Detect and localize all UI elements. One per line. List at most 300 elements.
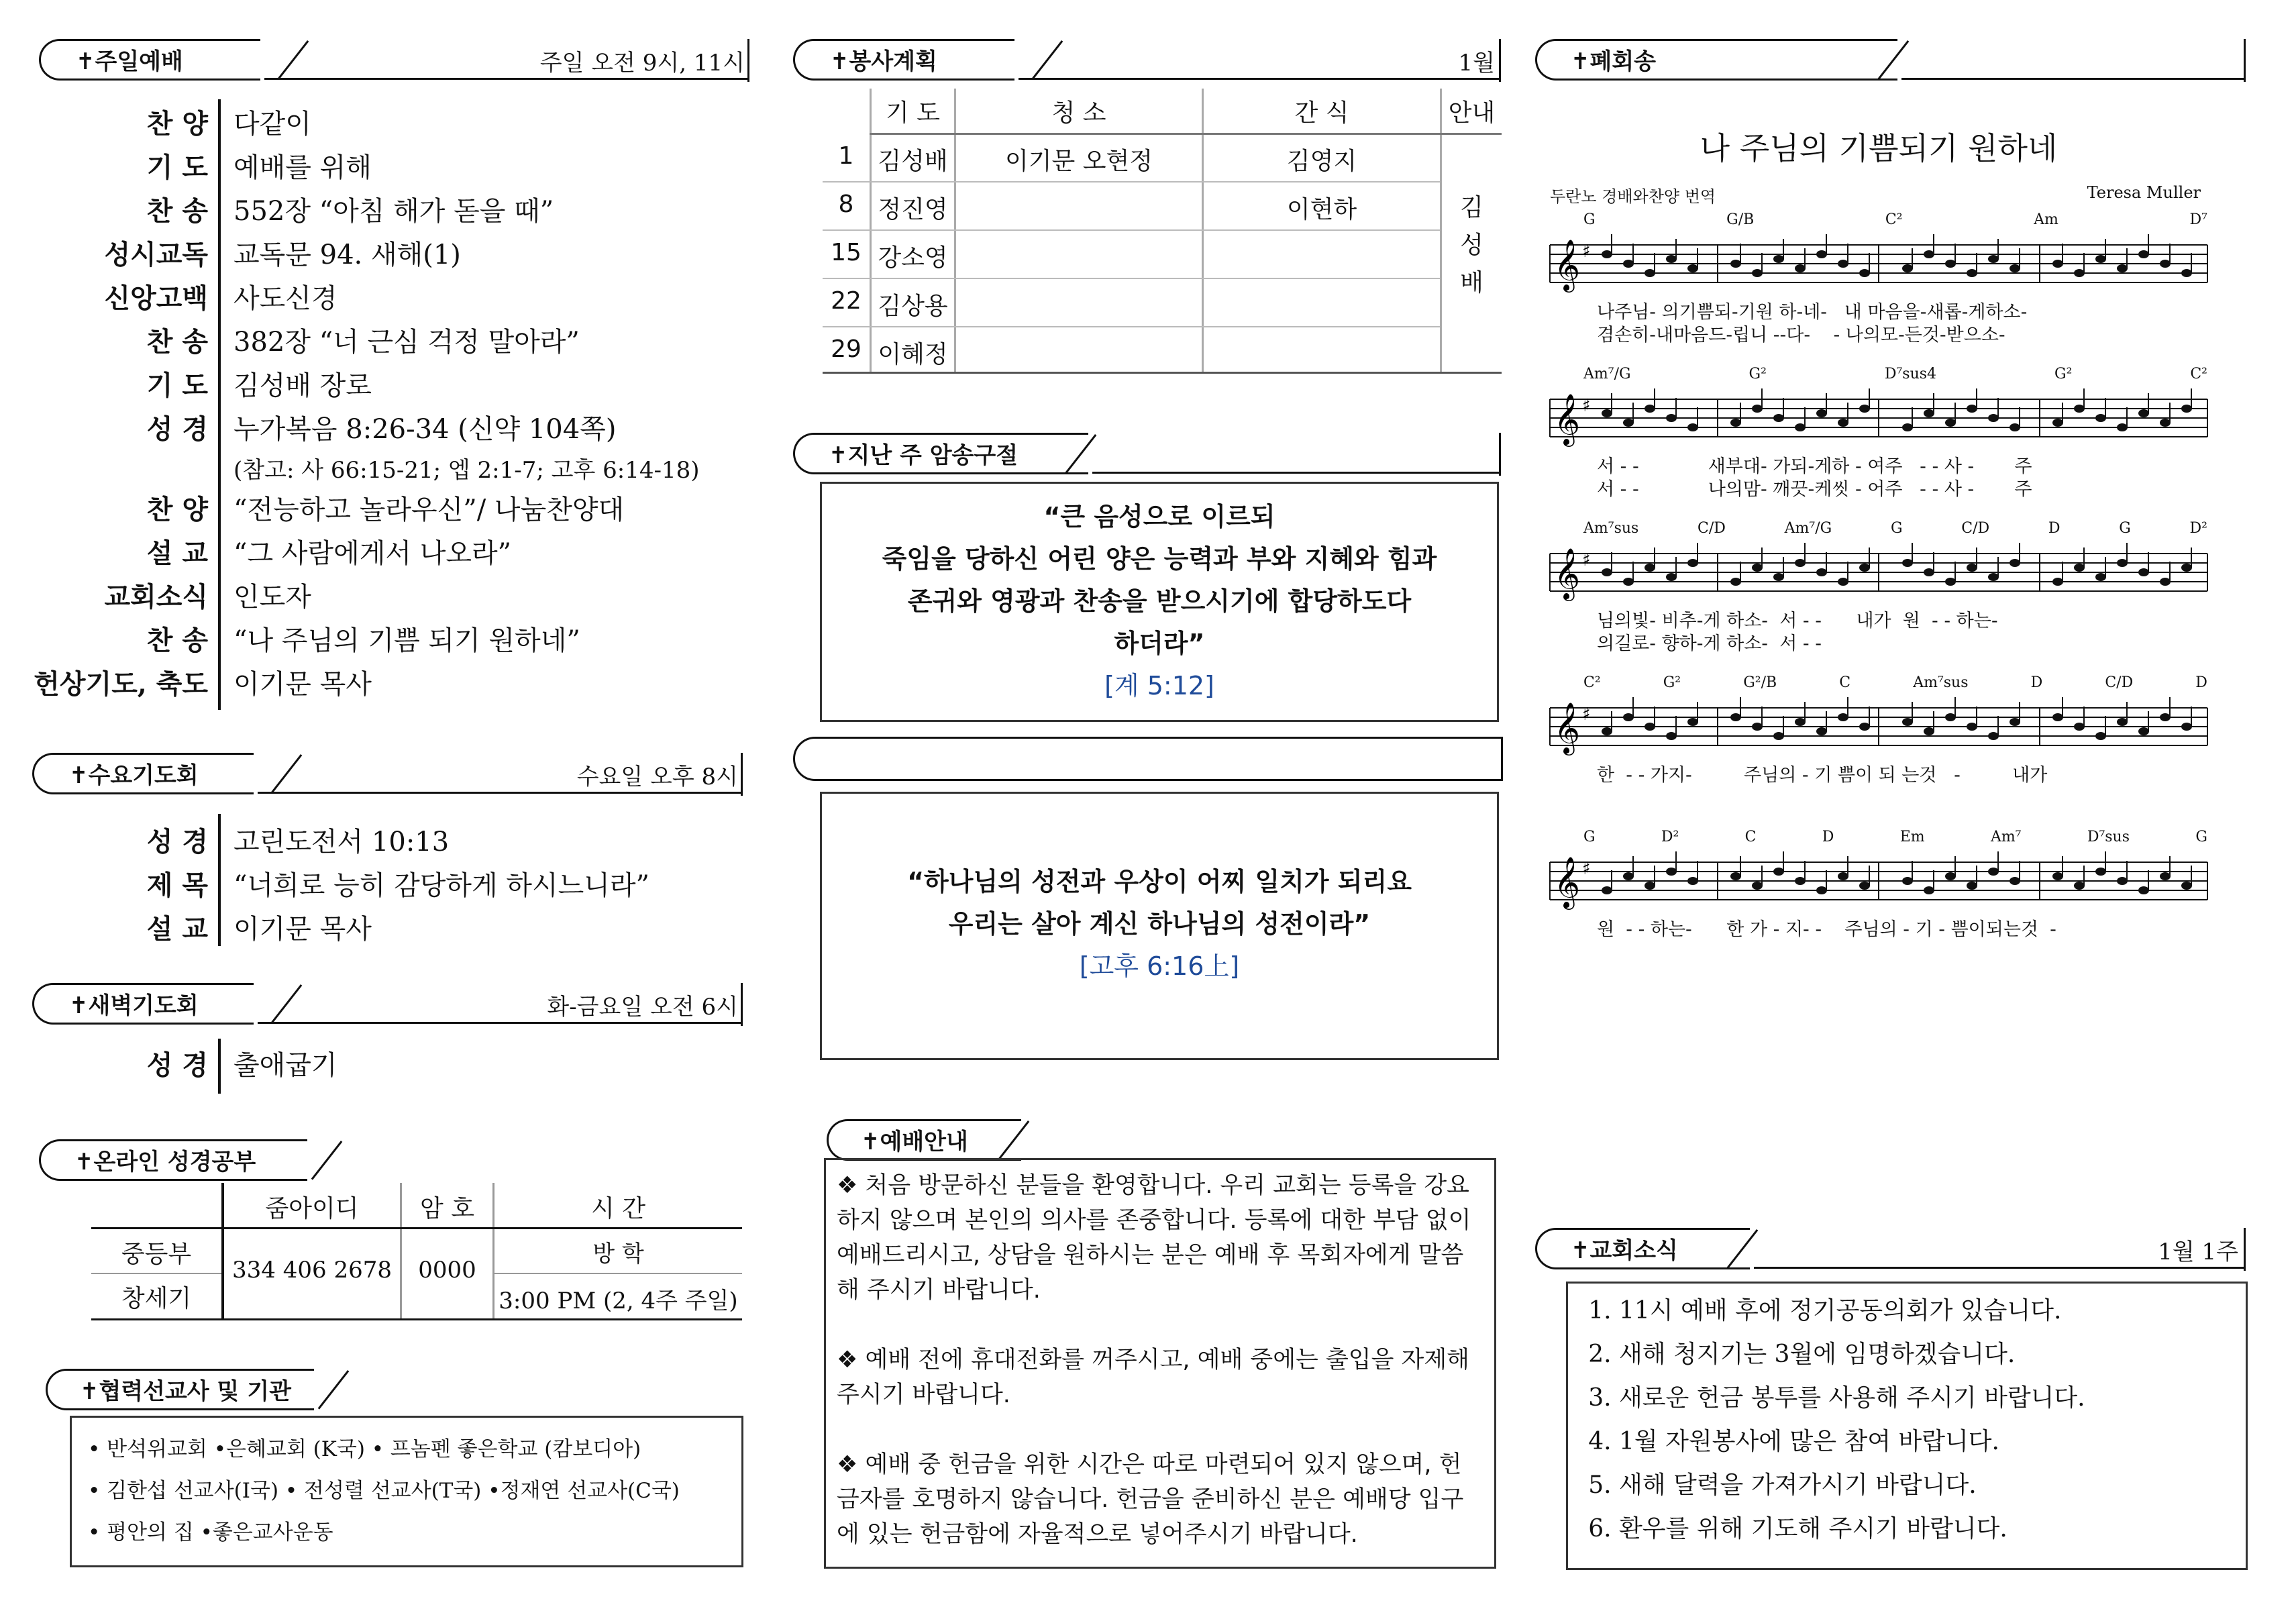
note-head [1859,882,1870,890]
online-title: ✝온라인 성경공부 [39,1139,307,1181]
note-head [1795,264,1806,272]
order-label: 제 목 [146,870,208,901]
missions-header [46,1369,758,1413]
lyric-line-2: 겸손히-내마음드-립니 --다- - 나의모-든것-받으소- [1597,325,2005,346]
order-row [0,403,738,446]
note-head [2138,727,2149,735]
note-head [1773,573,1784,581]
chord-symbol: D² [2189,520,2207,537]
note-head [2181,564,2192,572]
chord-symbol: G² [1663,674,1681,691]
service-header [793,39,1503,83]
order-label: 찬 송 [146,326,208,358]
order-value: 다같이 [233,109,311,140]
service-guide-1: 김 [1460,194,1483,221]
online-header-password: 암 호 [420,1195,474,1222]
note-head [1902,423,1913,431]
online-zoom-id: 334 406 2678 [232,1257,392,1284]
music-staff [1543,540,2214,607]
memory-box [820,482,1499,722]
news-item: 6. 환우를 위해 기도해 주시기 바랍니다. [1619,1507,2238,1551]
note-head [1945,260,1956,268]
order-row [0,315,738,359]
chord-symbol: C/D [1698,520,1726,537]
note-head [1623,578,1634,586]
note-head [1602,409,1612,417]
order-label: 설 교 [146,913,208,945]
order-value: 김성배 장로 [233,370,372,401]
chord-symbol: Am⁷ [1990,829,2022,845]
note-head [1687,877,1698,885]
note-head [1945,578,1956,586]
order-label: 찬 양 [146,108,208,140]
note-head [2010,559,2020,567]
note-head [1602,886,1612,894]
note-head [1816,409,1827,417]
chord-symbol: Em [1899,829,1925,845]
note-head [1988,414,1999,422]
note-head [2117,718,2128,726]
note-head [2160,419,2171,427]
note-head [1666,868,1677,876]
music-staff [1543,386,2214,453]
order-value: 382장 “너 근심 걱정 말아라” [233,327,580,358]
treble-clef-icon: 𝄞 [1554,702,1581,753]
chord-symbol: Am⁷/G [1583,366,1631,382]
wednesday-header [32,753,745,797]
music-staff [1543,231,2214,299]
note-head [1902,264,1913,272]
note-head [2010,423,2020,431]
order-value: 인도자 [233,582,311,613]
memory-header [793,433,1503,477]
order-label: 신앙고백 [104,282,208,314]
chord-symbol: G² [2054,366,2073,382]
lyric-line-1: 님의빛- 비추-게 하소- 서 - - 내가 원 - - 하는- [1597,611,1998,631]
chord-symbol: G [2195,829,2207,845]
note-head [1838,578,1848,586]
note-head [1988,732,1999,740]
note-head [2160,260,2171,268]
missions-line-2: • 김한섭 선교사(I국) • 전성렬 선교사(T국) •정재연 선교사(C국) [88,1479,680,1503]
lyric-line-1: 서 - - 새부대- 가되-게하 - 여주 - - 사 - 주 [1597,456,2032,477]
chord-symbol: D [2030,674,2043,691]
sharp-icon: ♯ [1582,859,1591,879]
note-head [1645,564,1655,572]
note-head [1645,405,1655,413]
chord-symbol: C/D [1961,520,1990,537]
guide-box [824,1158,1496,1569]
note-head [2095,732,2106,740]
missions-line-3: • 평안의 집 •좋은교사운동 [88,1520,333,1545]
chord-symbol: D⁷sus [2087,829,2130,845]
note-head [1967,723,1977,731]
note-head [1945,419,1956,427]
chord-symbol: G² [1749,366,1767,382]
order-label: 찬 양 [146,494,208,525]
order-row [0,483,738,527]
missions-box [70,1416,743,1567]
note-head [1687,718,1698,726]
order-value: 552장 “아침 해가 돋을 때” [233,196,554,227]
note-head [1602,250,1612,258]
memory2-box [820,792,1499,1060]
service-table [823,89,1502,374]
guide-para-2: ❖ 예배 전에 휴대전화를 꺼주시고, 예배 중에는 출입을 자제해 주시기 바랍니다. [837,1347,1469,1408]
note-head [1602,568,1612,576]
chord-symbol: G²/B [1743,674,1777,691]
note-head [1645,723,1655,731]
note-head [1752,564,1763,572]
chord-row [1583,211,2207,228]
service-clean: 이기문 오현정 [1004,148,1153,175]
sunday-time: 주일 오전 9시, 11시 [539,50,745,76]
sunday-header [39,39,751,83]
sharp-icon: ♯ [1582,396,1591,416]
memory-ref: [계 5:12] [1104,671,1214,700]
treble-clef-icon: 𝄞 [1554,239,1581,291]
memory2-header [793,737,1503,781]
service-day: 15 [831,239,862,266]
service-day: 22 [831,287,862,315]
note-head [2117,423,2128,431]
guide-title: ✝예배안내 [827,1119,1021,1161]
note-head [1773,868,1784,876]
note-head [1687,559,1698,567]
order-value: 교독문 94. 새해(1) [233,240,461,270]
note-head [1773,255,1784,263]
note-head [1795,718,1806,726]
service-header-guide: 안내 [1448,99,1496,127]
order-label: 찬 송 [146,195,208,227]
lyric-line-2: 서 - - 나의맘- 깨끗-케씻 - 어주 - - 사 - 주 [1597,479,2032,500]
dawn-time: 화-금요일 오전 6시 [547,994,738,1021]
note-head [1752,405,1763,413]
order-row [0,658,738,701]
order-value: “그 사람에게서 나오라” [233,538,512,569]
note-head [1666,255,1677,263]
news-box [1566,1282,2248,1570]
note-head [1988,573,1999,581]
lyric-line-1: 한 - - 가지- 주님의 - 기 쁨이 되 는것 - 내가 [1597,765,2048,786]
note-head [1645,269,1655,277]
order-label: 성 경 [146,826,208,857]
service-header-clean: 청 소 [1051,99,1106,127]
note-head [1838,713,1848,721]
chord-row [1583,674,2207,691]
note-head [1816,568,1827,576]
order-row [0,570,738,614]
order-label: 성 경 [146,1049,208,1081]
note-head [1859,405,1870,413]
order-label: 찬 송 [146,625,208,656]
note-head [1730,419,1741,427]
note-head [1623,872,1634,880]
note-head [2010,877,2020,885]
note-head [1602,727,1612,735]
note-head [1967,564,1977,572]
order-row [0,141,738,185]
note-head [2181,882,2192,890]
song-title: 나 주님의 기쁨되기 원하네 [1700,130,2058,166]
note-head [2074,269,2085,277]
order-value: 예배를 위해 [233,152,372,183]
note-head [1902,718,1913,726]
note-head [1838,260,1848,268]
note-head [2095,255,2106,263]
treble-clef-icon: 𝄞 [1554,547,1581,599]
lyric-line-2: 의길로- 향하-게 하소- 서 - - [1597,633,1822,654]
chord-symbol: C² [1583,674,1601,691]
memory-verse-2: 죽임을 당하신 어린 양은 능력과 부와 지혜와 힘과 [882,544,1437,574]
note-head [2095,868,2106,876]
sharp-icon: ♯ [1582,550,1591,570]
order-row [0,859,738,902]
service-day: 29 [831,335,862,363]
note-head [2052,713,2063,721]
service-day: 1 [838,142,854,170]
news-week: 1월 1주 [2158,1239,2238,1265]
chord-symbol: D² [1661,829,1679,845]
order-label: 교회소식 [104,581,208,613]
note-head [1924,886,1934,894]
online-time-2: 3:00 PM (2, 4주 주일) [499,1288,738,1314]
order-row [0,614,738,658]
online-password: 0000 [418,1257,476,1284]
order-row [0,228,738,272]
service-snack: 김영지 [1286,148,1357,175]
note-head [1623,260,1634,268]
memory-verse-4: 하더라” [1114,629,1205,658]
note-head [1730,260,1741,268]
service-month: 1월 [1458,50,1495,76]
chord-symbol: G/B [1726,211,1755,228]
note-head [2052,872,2063,880]
chord-symbol: C² [1885,211,1903,228]
chord-row [1583,829,2207,845]
closing-title: ✝폐회송 [1535,39,1897,81]
note-head [2138,409,2149,417]
song-composer: Teresa Muller [2087,183,2201,202]
closing-header [1535,39,2246,83]
service-snack: 이현하 [1286,196,1357,223]
note-head [1730,578,1741,586]
treble-clef-icon: 𝄞 [1554,393,1581,445]
note-head [2138,250,2149,258]
note-head [2052,578,2063,586]
dawn-title: ✝새벽기도회 [32,983,254,1025]
note-head [2160,872,2171,880]
memory2-verse-1: “하나님의 성전과 우상이 어찌 일치가 되리요 [907,867,1412,896]
chord-row [1583,520,2207,537]
sharp-icon: ♯ [1582,242,1591,262]
memory2-verse-2: 우리는 살아 계신 하나님의 성전이라” [948,909,1371,939]
note-head [1967,405,1977,413]
guide-para-1: ❖ 처음 방문하신 분들을 환영합니다. 우리 교회는 등록을 강요하지 않으며 본인의 의사를 존중합니다. 등록에 대한 부담 없이 예배드리시고, 상담을 원하시는 분은 예배 후 목회자에게 말씀해 주시기 바랍니다. [837,1172,1471,1304]
note-head [2160,578,2171,586]
news-item: 3. 새로운 헌금 봉투를 사용해 주시기 바랍니다. [1619,1376,2238,1420]
memory-title: ✝지난 주 암송구절 [793,433,1088,474]
note-head [2074,405,2085,413]
note-head [1645,882,1655,890]
note-head [1924,727,1934,735]
news-item: 4. 1월 자원봉사에 많은 참여 바랍니다. [1619,1420,2238,1463]
dawn-order [0,1039,738,1082]
note-head [2181,723,2192,731]
note-head [1924,250,1934,258]
chord-symbol: C/D [2105,674,2134,691]
note-head [1859,564,1870,572]
note-head [2117,559,2128,567]
memory-verse-1: “큰 음성으로 이르되 [1043,502,1275,531]
service-prayer: 김성배 [878,148,948,175]
service-guide-2: 성 [1460,231,1483,259]
note-head [1924,409,1934,417]
wednesday-title: ✝수요기도회 [32,753,254,794]
news-list [1576,1289,2238,1551]
note-head [1967,882,1977,890]
song-translator: 두란노 경배와찬양 번역 [1550,187,1716,206]
order-value: 이기문 목사 [233,669,372,700]
note-head [1838,419,1848,427]
memory2-ref: [고후 6:16上] [1079,951,1240,981]
note-head [2117,877,2128,885]
note-head [1902,877,1913,885]
order-value: (참고: 사 66:15-21; 엡 2:1-7; 고후 6:14-18) [233,457,700,484]
news-item: 2. 새해 청지기는 3월에 임명하겠습니다. [1619,1333,2238,1376]
note-head [1924,568,1934,576]
note-head [2074,882,2085,890]
service-day: 8 [838,191,854,218]
note-head [1752,269,1763,277]
chord-symbol: D [2048,520,2060,537]
note-head [1666,414,1677,422]
note-head [1773,414,1784,422]
news-title: ✝교회소식 [1535,1228,1750,1269]
note-head [1730,713,1741,721]
note-head [2074,564,2085,572]
chord-symbol: D⁷sus4 [1884,366,1937,382]
note-head [1795,559,1806,567]
order-value: “전능하고 놀라우신”/ 나눔찬양대 [233,494,625,525]
order-row [0,902,738,946]
order-row [0,359,738,403]
chord-symbol: Am⁷/G [1784,520,1832,537]
note-head [2095,573,2106,581]
note-head [1816,886,1827,894]
note-head [1752,723,1763,731]
sheet-music [1543,124,2214,940]
chord-symbol: Am [2034,211,2058,228]
guide-header [827,1119,1498,1163]
order-label: 기 도 [146,370,208,401]
note-head [2052,419,2063,427]
chord-symbol: D [2195,674,2207,691]
note-head [1859,269,1870,277]
note-head [1687,264,1698,272]
memory-verse-3: 존귀와 영광과 찬송을 받으시기에 합당하도다 [907,586,1412,616]
note-head [1623,713,1634,721]
chord-symbol: Am⁷sus [1583,520,1639,537]
chord-symbol: C [1839,674,1851,691]
note-head [1859,723,1870,731]
chord-symbol: D [1822,829,1834,845]
order-row [0,815,738,859]
note-head [2181,405,2192,413]
order-row [0,527,738,570]
order-row [0,272,738,315]
order-value: 누가복음 8:26-34 (신약 104쪽) [233,414,617,445]
note-head [2138,886,2149,894]
note-head [1988,868,1999,876]
online-time-1: 방 학 [592,1241,644,1267]
guide-para-3: ❖ 예배 중 헌금을 위한 시간은 따로 마련되어 있지 않으며, 헌금자를 호명하지 않습니다. 헌금을 준비하신 분은 예배당 입구에 있는 헌금함에 자율적으로 넣어주시기 바랍니다. [837,1451,1464,1548]
note-head [1752,882,1763,890]
news-item: 5. 새해 달력을 가져가시기 바랍니다. [1619,1463,2238,1507]
note-head [1666,573,1677,581]
note-head [1795,877,1806,885]
chord-row [1583,366,2207,382]
note-head [2181,269,2192,277]
note-head [1816,727,1827,735]
note-head [2074,723,2085,731]
note-head [1816,250,1827,258]
note-head [1838,872,1848,880]
chord-symbol: C² [2190,366,2207,382]
online-header [39,1139,751,1184]
service-header-prayer: 기 도 [886,99,940,127]
chord-symbol: Am⁷sus [1913,674,1969,691]
note-head [1687,423,1698,431]
order-label: 성시교독 [104,239,208,270]
news-header [1535,1228,2246,1272]
note-head [1902,559,1913,567]
online-row-label-2: 창세기 [121,1285,192,1312]
note-head [1730,872,1741,880]
order-label: 헌상기도, 축도 [34,668,208,700]
order-row [0,97,738,141]
service-prayer: 정진영 [878,196,948,223]
order-value: “나 주님의 기쁨 되기 원하네” [233,625,580,656]
note-head [1967,269,1977,277]
note-head [2117,264,2128,272]
note-head [2052,260,2063,268]
music-staff [1543,694,2214,762]
order-row [0,446,738,483]
service-prayer: 김상용 [878,293,948,320]
online-header-time: 시 간 [591,1195,645,1222]
wednesday-order [0,815,738,946]
note-head [1988,255,1999,263]
chord-symbol: G [2119,520,2131,537]
chord-symbol: G [1583,829,1596,845]
service-header-snack: 간 식 [1294,99,1349,127]
note-head [2138,568,2149,576]
note-head [1795,423,1806,431]
order-value: 출애굽기 [233,1050,337,1081]
order-value: “너희로 능히 감당하게 하시느니라” [233,870,650,901]
order-row [0,1039,738,1082]
online-header-zoom: 줌아이디 [265,1195,359,1222]
online-row-label-1: 중등부 [121,1241,192,1268]
order-row [0,185,738,228]
order-value: 고린도전서 10:13 [233,827,450,857]
sunday-order [0,97,738,701]
lyric-line-1: 원 - - 하는- 한 가 - 지- - 주님의 - 기 - 쁨이되는것 - [1597,919,2056,940]
note-head [1945,872,1956,880]
note-head [1773,732,1784,740]
note-head [2095,414,2106,422]
